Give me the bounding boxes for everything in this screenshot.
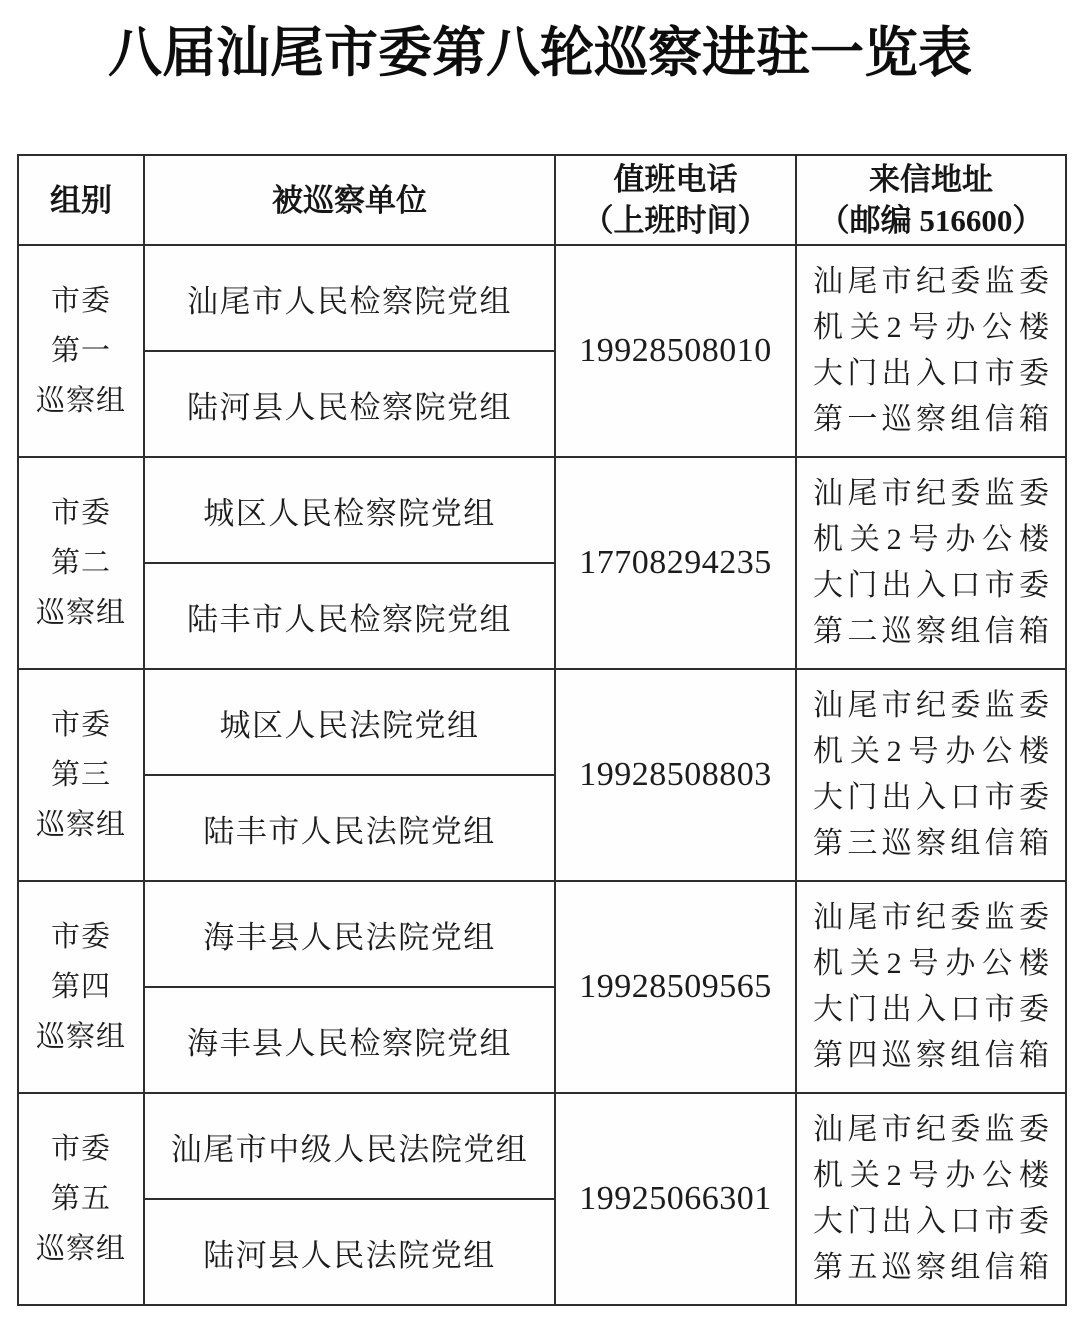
unit-cell: 城区人民检察院党组 <box>144 457 555 563</box>
address-line: 汕尾市纪委监委 <box>813 477 1049 510</box>
address-line: 汕尾市纪委监委 <box>813 1113 1049 1146</box>
unit-cell: 城区人民法院党组 <box>144 669 555 775</box>
group-cell <box>18 669 144 881</box>
group-cell <box>18 881 144 1093</box>
col-header-address <box>796 155 1066 245</box>
phone-cell: 19925066301 <box>555 1093 796 1305</box>
address-line: 第一巡察组信箱 <box>813 403 1049 436</box>
group-line: 市委 <box>50 709 111 741</box>
table-row <box>18 457 1066 563</box>
phone-cell: 17708294235 <box>555 457 796 669</box>
unit-cell: 陆河县人民检察院党组 <box>144 351 555 457</box>
address-cell <box>796 881 1066 1093</box>
group-cell <box>18 457 144 669</box>
group-line: 第一 <box>50 335 111 367</box>
address-line: 机关2号办公楼 <box>813 947 1049 980</box>
group-line: 第二 <box>50 547 111 579</box>
address-line: 汕尾市纪委监委 <box>813 901 1049 934</box>
address-cell <box>796 245 1066 457</box>
address-line: 第三巡察组信箱 <box>813 827 1049 860</box>
group-line: 第四 <box>50 971 111 1003</box>
unit-cell: 海丰县人民法院党组 <box>144 881 555 987</box>
header-row <box>18 155 1066 245</box>
address-line: 汕尾市纪委监委 <box>813 689 1049 722</box>
roster-table-container <box>17 154 1080 1306</box>
phone-cell: 19928508803 <box>555 669 796 881</box>
address-line: 大门出入口市委 <box>813 1205 1049 1238</box>
group-cell <box>18 1093 144 1305</box>
group-line: 第五 <box>50 1183 111 1215</box>
group-line: 巡察组 <box>35 1021 126 1053</box>
unit-cell: 海丰县人民检察院党组 <box>144 987 555 1093</box>
group-line: 市委 <box>50 1133 111 1165</box>
page-title: 八届汕尾市委第八轮巡察进驻一览表 <box>108 23 972 83</box>
address-line: 大门出入口市委 <box>813 781 1049 814</box>
table-row <box>18 669 1066 775</box>
unit-cell: 汕尾市人民检察院党组 <box>144 245 555 351</box>
col-header-group: 组别 <box>18 155 144 245</box>
unit-cell: 陆丰市人民法院党组 <box>144 775 555 881</box>
table-row <box>18 245 1066 351</box>
col-header-phone <box>555 155 796 245</box>
address-line: 第五巡察组信箱 <box>813 1251 1049 1284</box>
col-header-phone-line1: 值班电话 <box>613 162 738 197</box>
group-line: 市委 <box>50 921 111 953</box>
table-row <box>18 1093 1066 1199</box>
group-line: 市委 <box>50 497 111 529</box>
group-line: 市委 <box>50 285 111 317</box>
col-header-address-line2: （邮编 516600） <box>818 203 1044 238</box>
phone-cell: 19928508010 <box>555 245 796 457</box>
group-line: 巡察组 <box>35 809 126 841</box>
address-cell <box>796 669 1066 881</box>
address-line: 机关2号办公楼 <box>813 523 1049 556</box>
col-header-phone-line2: （上班时间） <box>582 203 769 238</box>
unit-cell: 汕尾市中级人民法院党组 <box>144 1093 555 1199</box>
address-line: 第二巡察组信箱 <box>813 615 1049 648</box>
address-line: 机关2号办公楼 <box>813 1159 1049 1192</box>
address-line: 汕尾市纪委监委 <box>813 265 1049 298</box>
address-line: 大门出入口市委 <box>813 357 1049 390</box>
unit-cell: 陆河县人民法院党组 <box>144 1199 555 1305</box>
col-header-address-line1: 来信地址 <box>869 162 993 197</box>
group-cell <box>18 245 144 457</box>
address-line: 大门出入口市委 <box>813 569 1049 602</box>
address-line: 第四巡察组信箱 <box>813 1039 1049 1072</box>
col-header-unit: 被巡察单位 <box>144 155 555 245</box>
address-cell <box>796 457 1066 669</box>
address-line: 机关2号办公楼 <box>813 311 1049 344</box>
group-line: 巡察组 <box>35 1233 126 1265</box>
address-cell <box>796 1093 1066 1305</box>
inspection-roster-table <box>17 154 1067 1306</box>
address-line: 大门出入口市委 <box>813 993 1049 1026</box>
address-line: 机关2号办公楼 <box>813 735 1049 768</box>
group-line: 巡察组 <box>35 385 126 417</box>
unit-cell: 陆丰市人民检察院党组 <box>144 563 555 669</box>
table-row <box>18 881 1066 987</box>
group-line: 巡察组 <box>35 597 126 629</box>
group-line: 第三 <box>50 759 111 791</box>
phone-cell: 19928509565 <box>555 881 796 1093</box>
